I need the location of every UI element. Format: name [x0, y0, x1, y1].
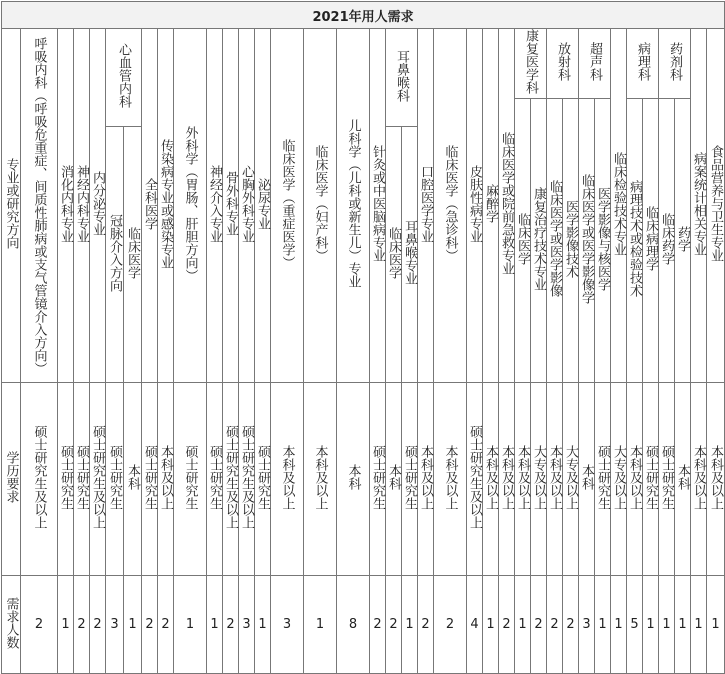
group-pathology: 病理科	[627, 29, 659, 99]
headcount-cell: 2	[531, 576, 547, 674]
edu-cell: 硕士研究生	[174, 383, 207, 576]
headcount-cell: 1	[691, 576, 707, 674]
edu-cell: 本科及以上	[547, 383, 563, 576]
headcount-cell: 1	[207, 576, 223, 674]
major-infectious: 传染病专业或感染专业	[158, 29, 174, 383]
edu-cell: 本科及以上	[691, 383, 707, 576]
edu-cell: 硕士研究生	[370, 383, 386, 576]
group-ent: 耳鼻喉科	[386, 29, 418, 127]
headcount-cell: 1	[255, 576, 271, 674]
edu-cell: 本科及以上	[418, 383, 434, 576]
edu-cell: 本科及以上	[304, 383, 337, 576]
major-records: 病案统计相关专业	[691, 29, 707, 383]
row-label-headcount: 需求人数	[2, 576, 21, 674]
edu-cell: 硕士研究生	[207, 383, 223, 576]
headcount-cell: 1	[611, 576, 627, 674]
edu-cell: 本科	[675, 383, 691, 576]
major-endocrine: 内分泌专业	[90, 29, 106, 383]
major-urology: 泌尿专业	[255, 29, 271, 383]
edu-cell: 硕士研究生	[643, 383, 659, 576]
headcount-cell: 1	[675, 576, 691, 674]
headcount-cell: 3	[239, 576, 255, 674]
major-neuro-intervention: 神经介入专业	[207, 29, 223, 383]
headcount-cell: 2	[21, 576, 58, 674]
edu-cell: 大专及以上	[531, 383, 547, 576]
major-lab: 临床检验技术专业	[611, 29, 627, 383]
edu-cell: 硕士研究生	[106, 383, 124, 576]
major-surgery: 外科学（胃肠、肝胆方向）	[174, 29, 207, 383]
headcount-cell: 2	[386, 576, 402, 674]
major-neurology: 神经内科专业	[74, 29, 90, 383]
sub-radiology-tech: 医学影像技术	[563, 99, 579, 383]
major-stomatology: 口腔医学专业	[418, 29, 434, 383]
major-acupuncture: 针灸或中医脑病专业	[370, 29, 386, 383]
edu-cell: 硕士研究生及以上	[90, 383, 106, 576]
headcount-cell: 2	[158, 576, 174, 674]
edu-cell: 硕士研究生	[659, 383, 675, 576]
headcount-cell: 3	[579, 576, 595, 674]
headcount-cell: 1	[643, 576, 659, 674]
major-anesthesia: 麻醉学	[483, 29, 499, 383]
major-general: 全科医学	[142, 29, 158, 383]
headcount-cell: 2	[74, 576, 90, 674]
group-ultrasound: 超声科	[579, 29, 611, 99]
table-title: 2021年用人需求	[2, 2, 725, 29]
edu-cell: 硕士研究生	[58, 383, 74, 576]
sub-pathology-tech: 病理技术或检验技术	[627, 99, 643, 383]
headcount-cell: 2	[499, 576, 515, 674]
sub-rehab-therapy: 康复治疗技术专业	[531, 99, 547, 383]
headcount-cell: 1	[174, 576, 207, 674]
sub-ent-clinical: 临床医学	[386, 127, 402, 383]
headcount-cell: 2	[370, 576, 386, 674]
edu-cell: 本科	[337, 383, 370, 576]
major-respiratory: 呼吸内科（呼吸危重症、间质性肺病或支气管镜介入方向）	[21, 29, 58, 383]
major-critical-care: 临床医学（重症医学）	[271, 29, 304, 383]
edu-cell: 硕士研究生	[595, 383, 611, 576]
edu-cell: 本科	[124, 383, 142, 576]
major-orthopedics: 骨外科专业	[223, 29, 239, 383]
headcount-cell: 1	[483, 576, 499, 674]
sub-cardiology-clinical: 临床医学	[124, 127, 142, 383]
edu-cell: 硕士研究生	[142, 383, 158, 576]
headcount-cell: 2	[90, 576, 106, 674]
edu-cell: 本科及以上	[434, 383, 467, 576]
major-nutrition: 食品营养与卫生专业	[707, 29, 725, 383]
headcount-cell: 2	[434, 576, 467, 674]
headcount-cell: 3	[106, 576, 124, 674]
edu-cell: 本科及以上	[707, 383, 725, 576]
edu-cell: 大专及以上	[611, 383, 627, 576]
sub-pathology-clinical: 临床病理学	[643, 99, 659, 383]
edu-cell: 本科及以上	[158, 383, 174, 576]
group-radiology: 放射科	[547, 29, 579, 99]
edu-cell: 本科及以上	[271, 383, 304, 576]
edu-cell: 硕士研究生	[255, 383, 271, 576]
sub-ent-specialty: 耳鼻喉专业	[402, 127, 418, 383]
group-pharmacy: 药剂科	[659, 29, 691, 99]
headcount-cell: 1	[595, 576, 611, 674]
major-pre-hospital: 临床医学或院前急救专业	[499, 29, 515, 383]
edu-cell: 本科及以上	[515, 383, 531, 576]
edu-cell: 本科及以上	[483, 383, 499, 576]
edu-cell: 硕士研究生及以上	[239, 383, 255, 576]
edu-cell: 硕士研究生及以上	[21, 383, 58, 576]
sub-rehab-clinical: 临床医学	[515, 99, 531, 383]
headcount-cell: 1	[659, 576, 675, 674]
hiring-demand-table	[1, 1, 725, 674]
edu-cell: 本科	[386, 383, 402, 576]
major-obstetrics: 临床医学（妇产科）	[304, 29, 337, 383]
edu-cell: 硕士研究生	[402, 383, 418, 576]
headcount-cell: 8	[337, 576, 370, 674]
major-dermatology: 皮肤性病专业	[467, 29, 483, 383]
edu-cell: 本科	[579, 383, 595, 576]
headcount-cell: 2	[563, 576, 579, 674]
headcount-cell: 2	[418, 576, 434, 674]
row-label-education: 学历要求	[2, 383, 21, 576]
sub-pharmacy-clinical: 临床药学	[659, 99, 675, 383]
headcount-cell: 1	[124, 576, 142, 674]
edu-cell: 本科及以上	[499, 383, 515, 576]
headcount-cell: 1	[402, 576, 418, 674]
headcount-cell: 3	[271, 576, 304, 674]
headcount-cell: 2	[142, 576, 158, 674]
sub-radiology-clinical: 临床医学或医学影像	[547, 99, 563, 383]
headcount-cell: 1	[515, 576, 531, 674]
headcount-cell: 1	[707, 576, 725, 674]
edu-cell: 硕士研究生及以上	[223, 383, 239, 576]
edu-cell: 本科及以上	[627, 383, 643, 576]
sub-ultrasound-nuclear: 医学影像与核医学	[595, 99, 611, 383]
headcount-cell: 5	[627, 576, 643, 674]
edu-cell: 大专及以上	[563, 383, 579, 576]
major-digestive: 消化内科专业	[58, 29, 74, 383]
edu-cell: 硕士研究生及以上	[467, 383, 483, 576]
row-label-major: 专业或研究方向	[2, 29, 21, 383]
major-thoracic: 心胸外科专业	[239, 29, 255, 383]
major-emergency: 临床医学（急诊科）	[434, 29, 467, 383]
sub-cardiology-coronary: 冠脉介入方向	[106, 127, 124, 383]
headcount-cell: 2	[547, 576, 563, 674]
group-cardiology: 心血管内科	[106, 29, 142, 127]
headcount-cell: 2	[223, 576, 239, 674]
headcount-cell: 4	[467, 576, 483, 674]
headcount-cell: 1	[58, 576, 74, 674]
group-rehab: 康复医学科	[515, 29, 547, 99]
edu-cell: 硕士研究生	[74, 383, 90, 576]
sub-ultrasound-clinical: 临床医学或医学影像学	[579, 99, 595, 383]
headcount-cell: 1	[304, 576, 337, 674]
major-pediatrics: 儿科学（儿科或新生儿）专业	[337, 29, 370, 383]
sub-pharmacy-general: 药学	[675, 99, 691, 383]
